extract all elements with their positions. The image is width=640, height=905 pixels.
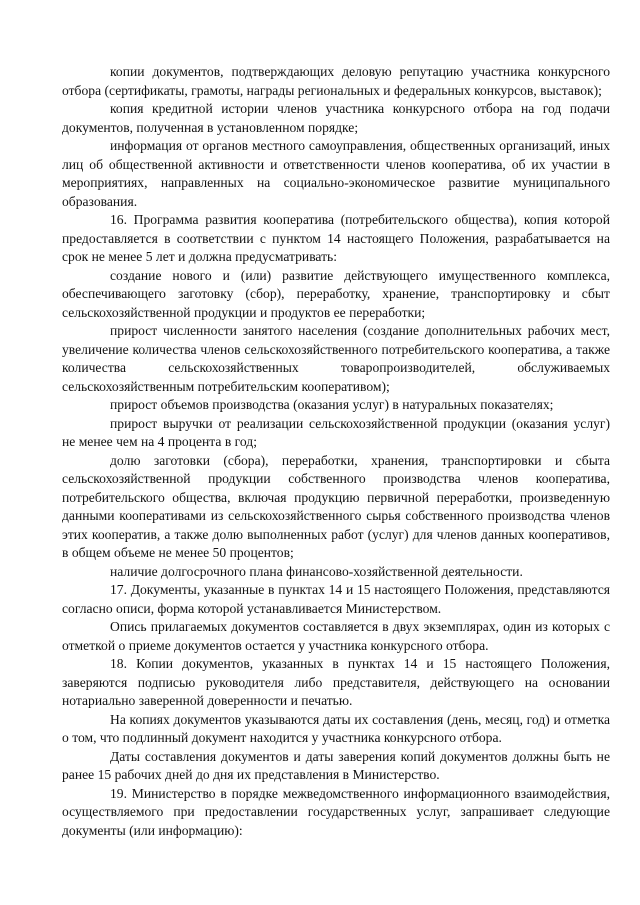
paragraph-item-17: 17. Документы, указанные в пунктах 14 и 15 настоящего Положения, представляются согласно описи, форма которой устанавливается Министерством.: [62, 582, 610, 616]
paragraph-financial-plan: наличие долгосрочного плана финансово-хозяйственной деятельности.: [110, 563, 523, 579]
paragraph-date-limits: Даты составления документов и даты заверения копий документов должны быть не ранее 15 рабочих дней до дня их представления в Министерство.: [62, 748, 610, 782]
paragraph-item-19: 19. Министерство в порядке межведомственного информационного взаимодействия, осуществляемого при предоставлении государственных услуг, запрашивает следующие документы (или информацию):: [62, 785, 610, 838]
paragraph-copy-dates: На копиях документов указываются даты их составления (день, месяц, год) и отметка о том, что подлинный документ находится у участника конкурсного отбора.: [62, 711, 610, 745]
paragraph-procurement-share: долю заготовки (сбора), переработки, хранения, транспортировки и сбыта сельскохозяйственной продукции собственного производства членов кооператива, потребительского общества, включая продукцию первичной переработки, произведенную данными кооперативами из сельскохозяйственного сырья собственного производства членов этих кооператив, а также долю выполненных работ (услуг) для членов данных кооперативов, в общем объеме не менее 50 процентов;: [62, 452, 610, 560]
paragraph-local-info: информация от органов местного самоуправления, общественных организаций, иных лиц об общественной активности и ответственности членов кооператива, об их участии в мероприятиях, направленных на социально-экономическое развитие муниципального образования.: [62, 138, 610, 209]
paragraph-property-complex: создание нового и (или) развитие действующего имущественного комплекса, обеспечивающего заготовку (сбор), переработку, хранение, транспортировку и сбыт сельскохозяйственной продукции и продуктов ее переработки;: [62, 267, 610, 320]
paragraph-reputation-docs: копии документов, подтверждающих деловую репутацию участника конкурсного отбора (сертификаты, грамоты, награды региональных и федеральных конкурсов, выставок);: [62, 64, 610, 98]
paragraph-item-18: 18. Копии документов, указанных в пунктах 14 и 15 настоящего Положения, заверяются подписью руководителя либо представителя, действующего на основании нотариально заверенной доверенности и печатью.: [62, 656, 610, 708]
paragraph-item-16: 16. Программа развития кооператива (потребительского общества), копия которой предоставляется в соответствии с пунктом 14 настоящего Положения, разрабатывается на срок не менее 5 лет и должна предусматривать:: [62, 212, 610, 264]
paragraph-credit-history: копия кредитной истории членов участника конкурсного отбора на год подачи документов, полученная в установленном порядке;: [62, 101, 610, 135]
paragraph-production-growth: прирост объемов производства (оказания услуг) в натуральных показателях;: [110, 397, 554, 412]
document-page: [62, 63, 610, 840]
paragraph-employment-growth: прирост численности занятого населения (создание дополнительных рабочих мест, увеличение количества членов сельскохозяйственного потребительского кооператива, а также количества сельскохозяйственных товаропроизводителей, обслуживаемых сельскохозяйственным потребительским кооперативом);: [62, 323, 610, 394]
paragraph-inventory: Опись прилагаемых документов составляется в двух экземплярах, один из которых с отметкой о приеме документов остается у участника конкурсного отбора.: [62, 619, 610, 653]
paragraph-revenue-growth: прирост выручки от реализации сельскохозяйственной продукции (оказания услуг) не менее чем на 4 процента в год;: [62, 415, 610, 449]
